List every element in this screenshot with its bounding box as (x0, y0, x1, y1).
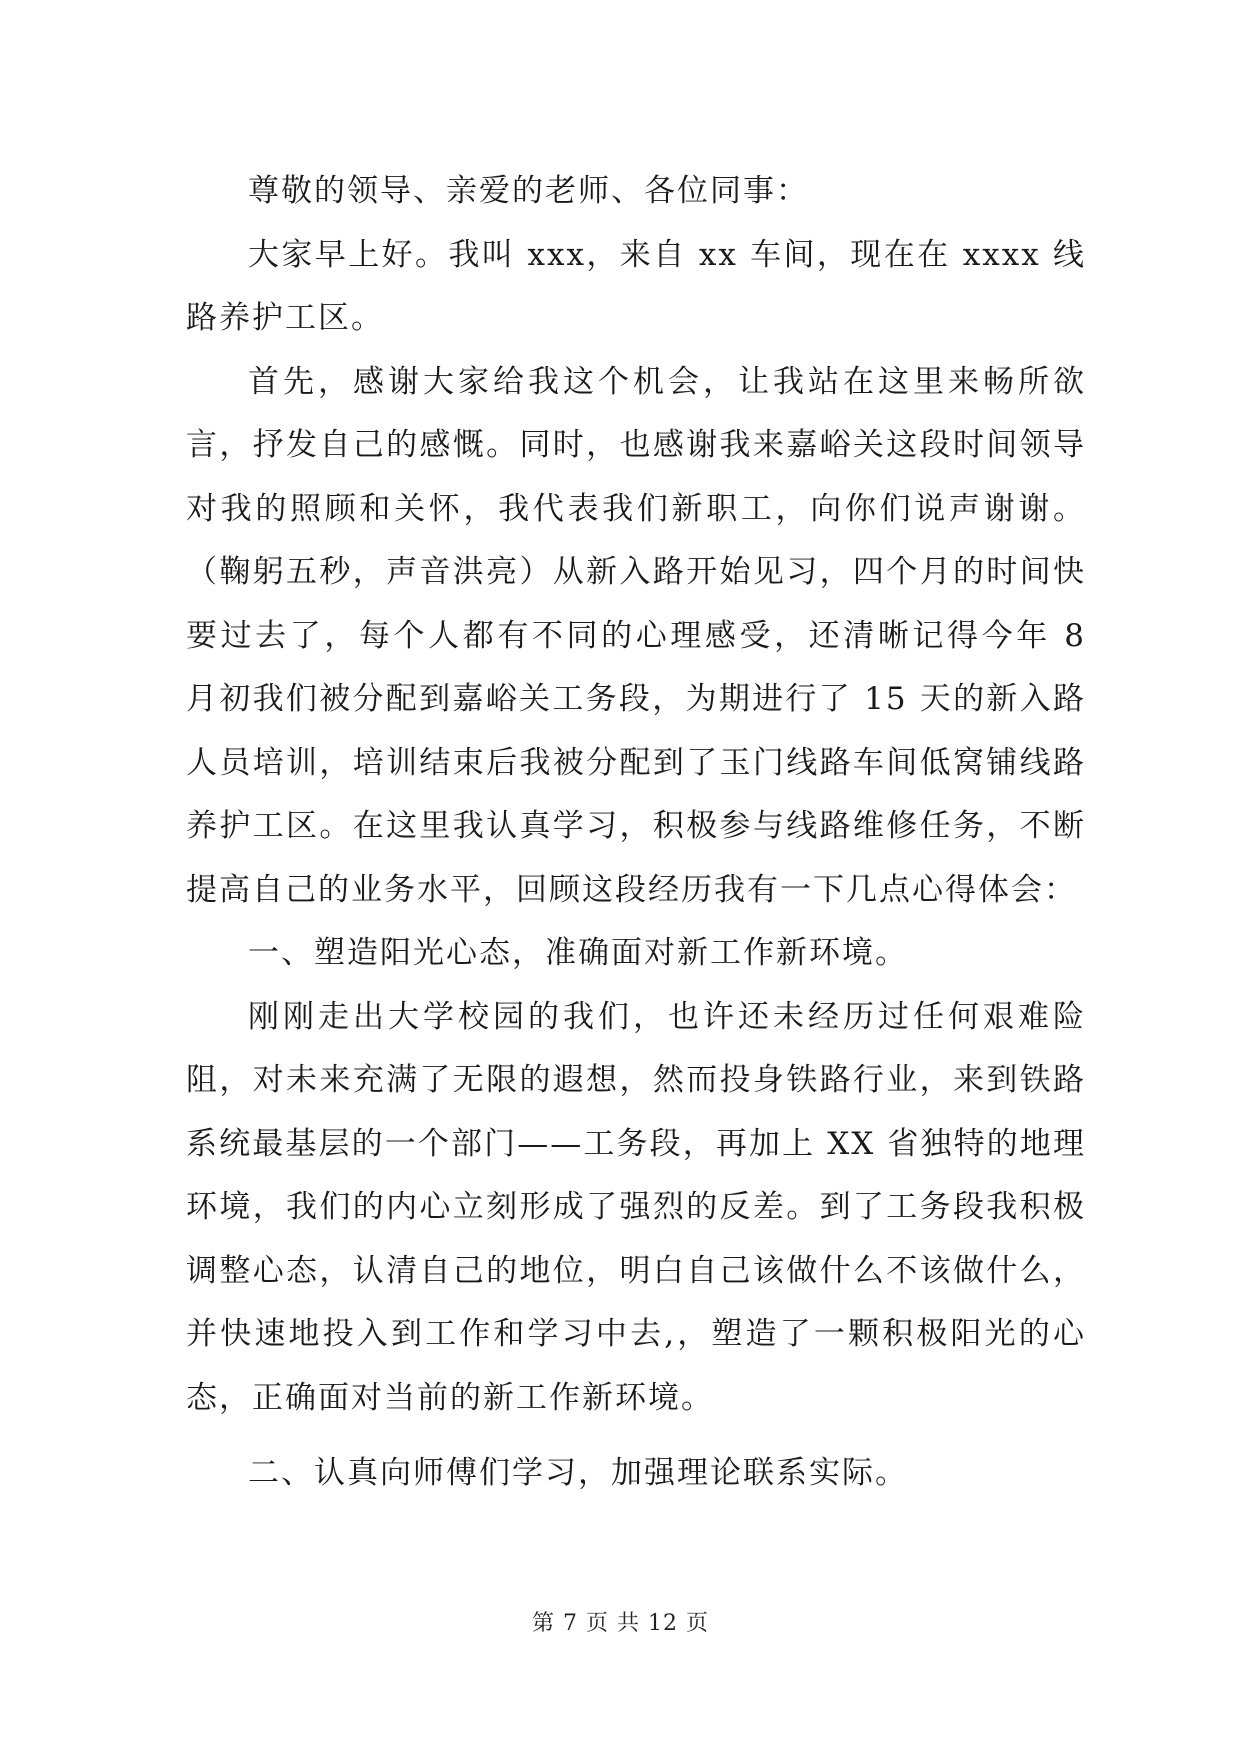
section-heading-1: 一、塑造阳光心态，准确面对新工作新环境。 (248, 935, 908, 971)
paragraph-spacer (186, 1430, 1086, 1442)
section-heading-2: 二、认真向师傅们学习，加强理论联系实际。 (248, 1455, 908, 1491)
document-body (186, 160, 1086, 1506)
salutation-paragraph: 尊敬的领导、亲爱的老师、各位同事： (248, 173, 809, 209)
greeting-paragraph: 大家早上好。我叫 xxx，来自 xx 车间，现在在 xxxx 线路养护工区。 (186, 236, 1086, 336)
section-1-paragraph: 刚刚走出大学校园的我们，也许还未经历过任何艰难险阻，对未来充满了无限的遐想，然而投身铁路行业，来到铁路系统最基层的一个部门——工务段，再加上 XX 省独特的地理环境，我们的内心立刻形成了强烈的反差。到了工务段我积极调整心态，认清自己的地位，明白自己该做什么不该做什么，并快速地投入到工作和学习中去,，塑造了一颗积极阳光的心态，正确面对当前的新工作新环境。 (186, 998, 1086, 1416)
page-number-footer: 第 7 页 共 12 页 (532, 1611, 709, 1636)
intro-paragraph: 首先，感谢大家给我这个机会，让我站在这里来畅所欲言，抒发自己的感慨。同时，也感谢我来嘉峪关这段时间领导对我的照顾和关怀，我代表我们新职工，向你们说声谢谢。（鞠躬五秒，声音洪亮）从新入路开始见习，四个月的时间快要过去了，每个人都有不同的心理感受，还清晰记得今年 8 月初我们被分配到嘉峪关工务段，为期进行了 15 天的新入路人员培训，培训结束后我被分配到了玉门线路车间低窝铺线路养护工区。在这里我认真学习，积极参与线路维修任务，不断提高自己的业务水平，回顾这段经历我有一下几点心得体会： (186, 363, 1086, 908)
